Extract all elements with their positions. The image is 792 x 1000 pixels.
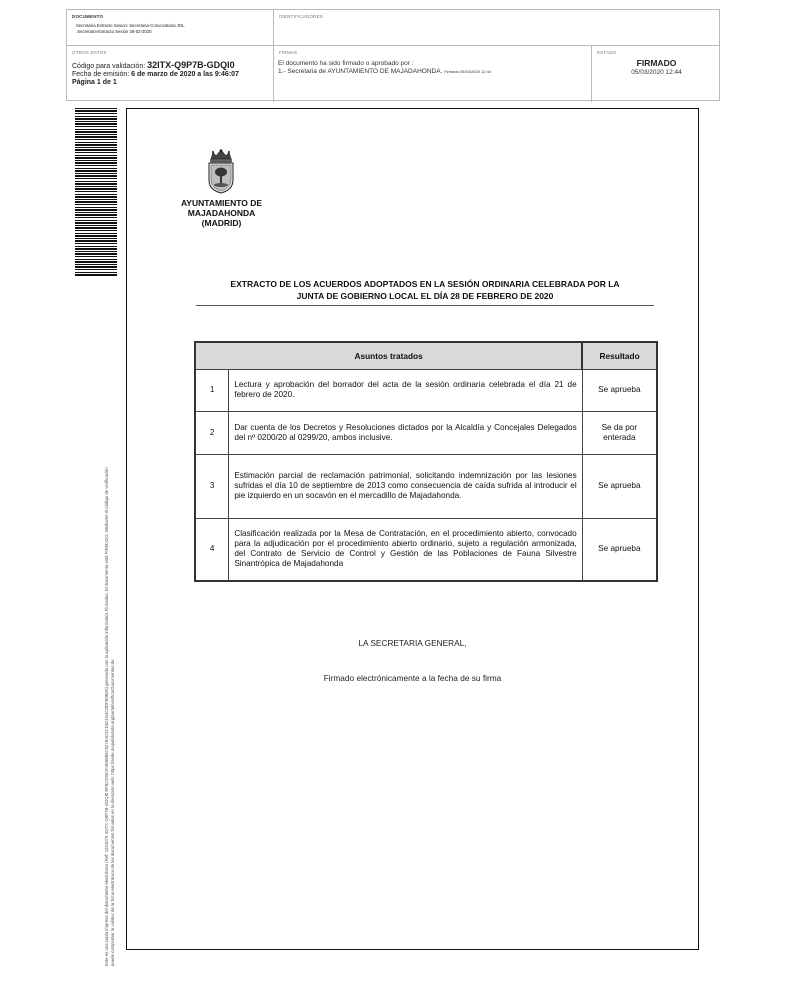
item-result: Se da por enterada xyxy=(582,411,657,454)
item-result: Se aprueba xyxy=(582,369,657,411)
codigo-value[interactable]: 32ITX-Q9P7B-GDQI0 xyxy=(147,60,235,70)
item-description: Lectura y aprobación del borrador del acta de la sesión ordinaria celebrada el día 21 de febrero de 2020. xyxy=(229,369,582,411)
title-line-1: EXTRACTO DE LOS ACUERDOS ADOPTADOS EN LA SESIÓN ORDINARIA CELEBRADA POR LA xyxy=(230,279,620,289)
side-text-line-2: puede comprobar la validez de la firma electrónica de los documentos firmados en la dirección web: https://sede.majadahonda.org/portal/verificarDocumentos.do xyxy=(110,659,115,966)
codigo-validacion xyxy=(72,61,235,71)
item-description: Clasificación realizada por la Mesa de Contratación, en el procedimiento abierto, convocado para la adjudicación por el procedimiento abierto ordinario, sujeto a regulación armonizada, del Contrato de Servicio de Control y Gestión de las Poblaciones de Fauna Silvestre Sinantrópica de Majadahonda xyxy=(229,518,582,581)
firmas-label: FIRMAS xyxy=(279,50,298,55)
otros-datos-cell xyxy=(67,46,274,102)
otros-datos-label: OTROS DATOS xyxy=(72,50,107,55)
table-row xyxy=(195,518,657,581)
barcode xyxy=(75,108,117,276)
table-row xyxy=(195,369,657,411)
table-header-row xyxy=(195,342,657,369)
item-number: 4 xyxy=(195,518,229,581)
fecha-label: Fecha de emisión: xyxy=(72,71,130,78)
document-metadata-header xyxy=(66,9,720,101)
verification-side-text xyxy=(104,276,116,966)
item-result: Se aprueba xyxy=(582,454,657,518)
item-number: 2 xyxy=(195,411,229,454)
estado-cell xyxy=(592,46,721,102)
metadata-row-top xyxy=(67,10,719,46)
coat-of-arms-icon xyxy=(205,148,237,194)
pagina-count: Página 1 de 1 xyxy=(72,79,117,86)
fecha-emision xyxy=(72,71,239,79)
firmas-line-1: El documento ha sido firmado o aprobado por : xyxy=(278,60,414,67)
header-resultado: Resultado xyxy=(582,342,657,369)
documento-label: DOCUMENTO xyxy=(72,14,104,19)
metadata-row-bottom xyxy=(67,46,719,102)
item-result: Se aprueba xyxy=(582,518,657,581)
documento-line-1: Secretaria Extracto Sesion: Secretaria-Convocatoria JGL xyxy=(76,23,185,28)
org-line-2: MAJADAHONDA xyxy=(187,208,256,218)
documento-cell xyxy=(67,10,274,45)
header-asuntos: Asuntos tratados xyxy=(195,342,582,369)
estado-value: FIRMADO xyxy=(636,58,677,68)
estado-date: 05/03/2020 12:44 xyxy=(631,69,682,76)
side-text-line-1: Este es una copia impresa del documento electrónico (Ref: 1331079 32ITX-Q9P7B-GDQI0 EF8CD9E1F4E6009C5278AD1CD621D4C0DFE0B25) generada con la aplicación informática Firmadoc. El documento está FIRMADO. Mediante el código de verificación xyxy=(104,467,109,966)
organization-name xyxy=(150,198,293,228)
document-title xyxy=(196,278,654,302)
firmante: 1.- Secretaria de AYUNTAMIENTO DE MAJADAHONDA. xyxy=(278,68,443,75)
item-number: 1 xyxy=(195,369,229,411)
signatory-role: LA SECRETARIA GENERAL, xyxy=(358,638,467,648)
fecha-value: 6 de marzo de 2020 a las 9:46:07 xyxy=(131,71,239,78)
title-line-2: JUNTA DE GOBIERNO LOCAL EL DÍA 28 DE FEBRERO DE 2020 xyxy=(296,291,554,301)
table-row xyxy=(195,454,657,518)
codigo-label: Código para validación: xyxy=(72,63,146,70)
documento-lines xyxy=(76,23,185,35)
signature-note: Firmado electrónicamente a la fecha de su firma xyxy=(323,673,502,683)
agenda-table xyxy=(194,341,658,582)
firmado-fecha: Firmado 05/03/2020 12:44 xyxy=(444,69,492,74)
item-description: Dar cuenta de los Decretos y Resoluciones dictados por la Alcaldía y Concejales Delegados del nº 0200/20 al 0299/20, ambos inclusive. xyxy=(229,411,582,454)
firmas-line-2 xyxy=(278,68,491,75)
estado-label: ESTADO xyxy=(597,50,617,55)
item-description: Estimación parcial de reclamación patrimonial, solicitando indemnización por las lesiones sufridas el día 10 de septiembre de 2013 como consecuencia de caída sufrida al introducir el pie izquierdo en un socavón en el mercadillo de Majadahonda. xyxy=(229,454,582,518)
org-line-1: AYUNTAMIENTO DE xyxy=(180,198,263,208)
identificadores-cell xyxy=(274,10,721,45)
org-line-3: (MADRID) xyxy=(201,218,242,228)
title-underline xyxy=(196,305,654,306)
documento-line-2: .Secretaria-Extracto Sesión 28-02-2020 xyxy=(76,29,152,34)
identificadores-label: IDENTIFICADORES xyxy=(279,14,324,19)
item-number: 3 xyxy=(195,454,229,518)
table-row xyxy=(195,411,657,454)
firmas-cell xyxy=(274,46,592,102)
